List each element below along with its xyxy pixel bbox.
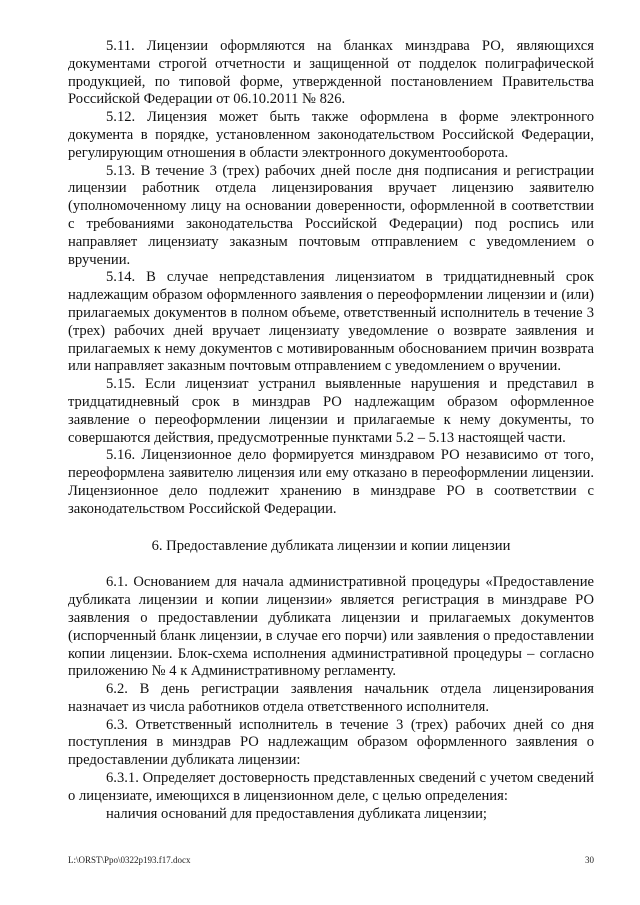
paragraph-6-2: 6.2. В день регистрации заявления начальник отдела лицензирования назначает из числа работников отдела ответственного исполнителя. bbox=[68, 681, 594, 715]
section-heading: 6. Предоставление дубликата лицензии и копии лицензии bbox=[151, 537, 511, 554]
paragraph-5-15: 5.15. Если лицензиат устранил выявленные нарушения и представил в тридцатидневный срок в минздрав РО надлежащим образом оформленное заявление о переоформлении лицензии и прилагаемые к нему документы, то совершаются действия, предусмотренные пунктами 5.2 – 5.13 настоящей части. bbox=[68, 376, 594, 446]
paragraph-5-16: 5.16. Лицензионное дело формируется минздравом РО независимо от того, переоформлена заявителю лицензия или ему отказано в переоформлении лицензии. Лицензионное дело подлежит хранению в минздраве РО в соответствии с законодательством Российской Федерации. bbox=[68, 447, 594, 517]
footer-page-number: 30 bbox=[585, 855, 594, 865]
paragraph-6-3-1-item: наличия оснований для предоставления дубликата лицензии; bbox=[106, 805, 487, 822]
paragraph-6-3: 6.3. Ответственный исполнитель в течение 3 (трех) рабочих дней со дня поступления в минздрав РО надлежащим образом оформленного заявления о предоставлении дубликата лицензии: bbox=[68, 716, 594, 769]
paragraph-5-14: 5.14. В случае непредставления лицензиатом в тридцатидневный срок надлежащим образом оформленного заявления о переоформлении лицензии и (или) прилагаемых документов в полном объеме, ответственный исполнитель в течение 3 (трех) рабочих дней вручает лицензиату уведомление о возврате заявления и прилагаемых к нему документов с мотивированным обоснованием причин возврата или направляет заказным почтовым отправлением с уведомлением о вручении. bbox=[68, 269, 594, 375]
paragraph-6-3-1: 6.3.1. Определяет достоверность представленных сведений с учетом сведений о лицензиате, имеющихся в лицензионном деле, с целью определения: bbox=[68, 770, 594, 804]
paragraph-5-13: 5.13. В течение 3 (трех) рабочих дней после дня подписания и регистрации лицензии работник отдела лицензирования вручает лицензию заявителю (уполномоченному лицу на основании доверенности, оформленной в соответствии с требованиями законодательства Российской Федерации) под роспись или направляет лицензиату заказным почтовым отправлением с уведомлением о вручении. bbox=[68, 162, 594, 268]
footer-file-path: L:\ORST\Ppo\0322p193.f17.docx bbox=[68, 855, 191, 865]
paragraph-6-1: 6.1. Основанием для начала административной процедуры «Предоставление дубликата лицензии и копии лицензии» является регистрация в минздраве РО заявления о предоставлении дубликата лицензии и прилагаемых документов (испорченный бланк лицензии, в случае его порчи) или заявления о предоставлении копии лицензии. Блок-схема исполнения административной процедуры – согласно приложению № 4 к Административному регламенту. bbox=[68, 574, 594, 680]
document-body bbox=[68, 38, 594, 823]
paragraph-5-12: 5.12. Лицензия может быть также оформлена в форме электронного документа в порядке, установленном законодательством Российской Федерации, регулирующим отношения в области электронного документооборота. bbox=[68, 109, 594, 161]
paragraph-5-11: 5.11. Лицензии оформляются на бланках минздрава РО, являющихся документами строгой отчетности и защищенной от подделок полиграфической продукцией, по типовой форме, утвержденной постановлением Правительства Российской Федерации от 06.10.2011 № 826. bbox=[68, 38, 594, 108]
